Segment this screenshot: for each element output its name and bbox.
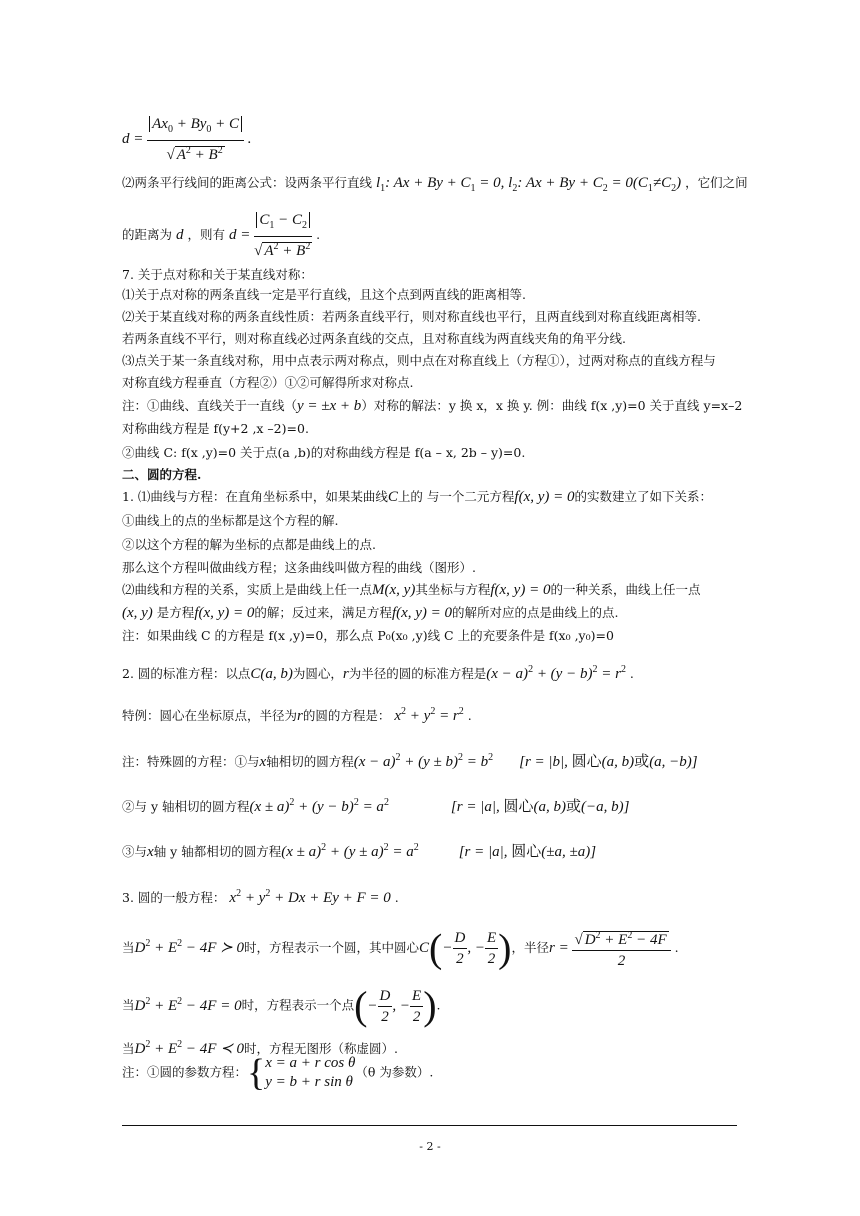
curve-note: 注：如果曲线 C 的方程是 f(x ,y)=0，那么点 P₀(x₀ ,y)线 C 上的充要条件是 f(x₀ ,y₀)=0 (122, 628, 614, 643)
special-circle-3: ③与x轴 y 轴都相切的圆方程$(x \pm a)^2 + (y \pm a)^2 = a^2$ [r = |a|, 圆心(±a, ±a)] (122, 842, 597, 860)
origin-circle: 特例：圆心在坐标原点，半径为r的圆的方程是： $x^2 + y^2 = r^2$ . (122, 706, 472, 724)
parallel-distance-line: ⑵两条平行线间的距离公式：设两条平行直线 $l_1$: $Ax + By + C_1 = 0$, $l_2$: $Ax + By + C_2 = 0(C_1\ne C_2)$ ，它们之间 (122, 175, 748, 194)
curve-cond-1: ①曲线上的点的坐标都是这个方程的解. (122, 513, 339, 528)
curve-relation-1: ⑵曲线和方程的关系，实质上是曲线上任一点M(x, y)其坐标与方程f(x, y) = 0的一种关系，曲线上任一点 (122, 582, 701, 598)
special-circle-2: ②与 y 轴相切的圆方程$(x \pm a)^2 + (y - b)^2 = a^2$ [r = |a|, 圆心(a, b)或(−a, b)] (122, 797, 630, 815)
general-circle-equation: 3. 圆的一般方程： $x^2 + y^2 + Dx + Ey + F = 0$ . (122, 888, 399, 906)
parametric-circle: 注：①圆的参数方程：{ x = a + r cos θ y = b + r sin θ （θ 为参数）. (122, 1052, 434, 1094)
note-1b: 对称曲线方程是 f(y+2 ,x –2)=0. (122, 421, 309, 436)
note-2: ②曲线 C: f(x ,y)=0 关于点(a ,b)的对称曲线方程是 f(a – x, 2b – y)=0. (122, 445, 526, 460)
section-7-item-3: ⑶点关于某一条直线对称，用中点表示两对称点，则中点在对称直线上（方程①），过两对称点的直线方程与 (122, 353, 716, 368)
point-line-distance-formula: d = $\frac{Ax_0 + By_0 + C}{√ A^2 + B^2}$ . (122, 116, 252, 163)
general-circle-case-3: 当$D^2 + E^2 - 4F$ ≺ 0时，方程无图形（称虚圆）. (122, 1039, 398, 1057)
footer-rule (122, 1125, 737, 1126)
section-7-item-3b: 对称直线方程垂直（方程②）①②可解得所求对称点. (122, 375, 414, 390)
general-circle-case-2: 当$D^2 + E^2 - 4F = 0$时，方程表示一个点(− $\frac{D}{2}$ , − $\frac{E}{2}$ ). (122, 983, 441, 1028)
section-7-item-2b: 若两条直线不平行，则对称直线必过两条直线的交点，且对称直线为两直线夹角的角平分线. (122, 331, 626, 346)
page-number: - 2 - (419, 1140, 441, 1153)
note-1: 注：①曲线、直线关于一直线（y = ±x + b）对称的解法：y 换 x，x 换 y. 例：曲线 f(x ,y)=0 关于直线 y=x–2 (122, 398, 743, 414)
section-7-item-1: ⑴关于点对称的两条直线一定是平行直线，且这个点到两直线的距离相等. (122, 287, 526, 302)
section-7-title: 7. 关于点对称和关于某直线对称： (122, 267, 313, 282)
curve-cond-2: ②以这个方程的解为坐标的点都是曲线上的点. (122, 537, 376, 552)
curve-equation-def: 1. ⑴曲线与方程：在直角坐标系中，如果某曲线C上的 与一个二元方程f(x, y) = 0的实数建立了如下关系： (122, 489, 713, 505)
special-circle-1: 注：特殊圆的方程：①与x轴相切的圆方程$(x - a)^2 + (y \pm b)^2 = b^2$ [r = |b|, 圆心(a, b)或(a, −b)] (122, 752, 698, 770)
standard-circle-equation: 2. 圆的标准方程：以点C(a, b)为圆心，r为半径的圆的标准方程是$(x - a)^2 + (y - b)^2 = r^2$ . (122, 664, 634, 682)
section-2-title: 二、圆的方程. (122, 467, 202, 482)
curve-cond-3: 那么这个方程叫做曲线方程；这条曲线叫做方程的曲线（图形）. (122, 560, 476, 575)
curve-relation-2: (x, y) 是方程f(x, y) = 0的解；反过来，满足方程f(x, y) = 0的解所对应的点是曲线上的点. (122, 605, 619, 621)
section-7-item-2: ⑵关于某直线对称的两条直线性质：若两条直线平行，则对称直线也平行，且两直线到对称直线距离相等. (122, 309, 701, 324)
general-circle-case-1: 当$D^2 + E^2 - 4F$ ≻ 0时，方程表示一个圆，其中圆心C(− $\frac{D}{2}$ , − $\frac{E}{2}$ )，半径r = $\frac{√ D^2 + E^2 - 4F}{2}$ . (122, 925, 679, 971)
parallel-distance-formula: 的距离为 d ，则有 d = $\frac{C_1 - C_2}{√ A^2 + B^2}$ . (122, 212, 321, 259)
